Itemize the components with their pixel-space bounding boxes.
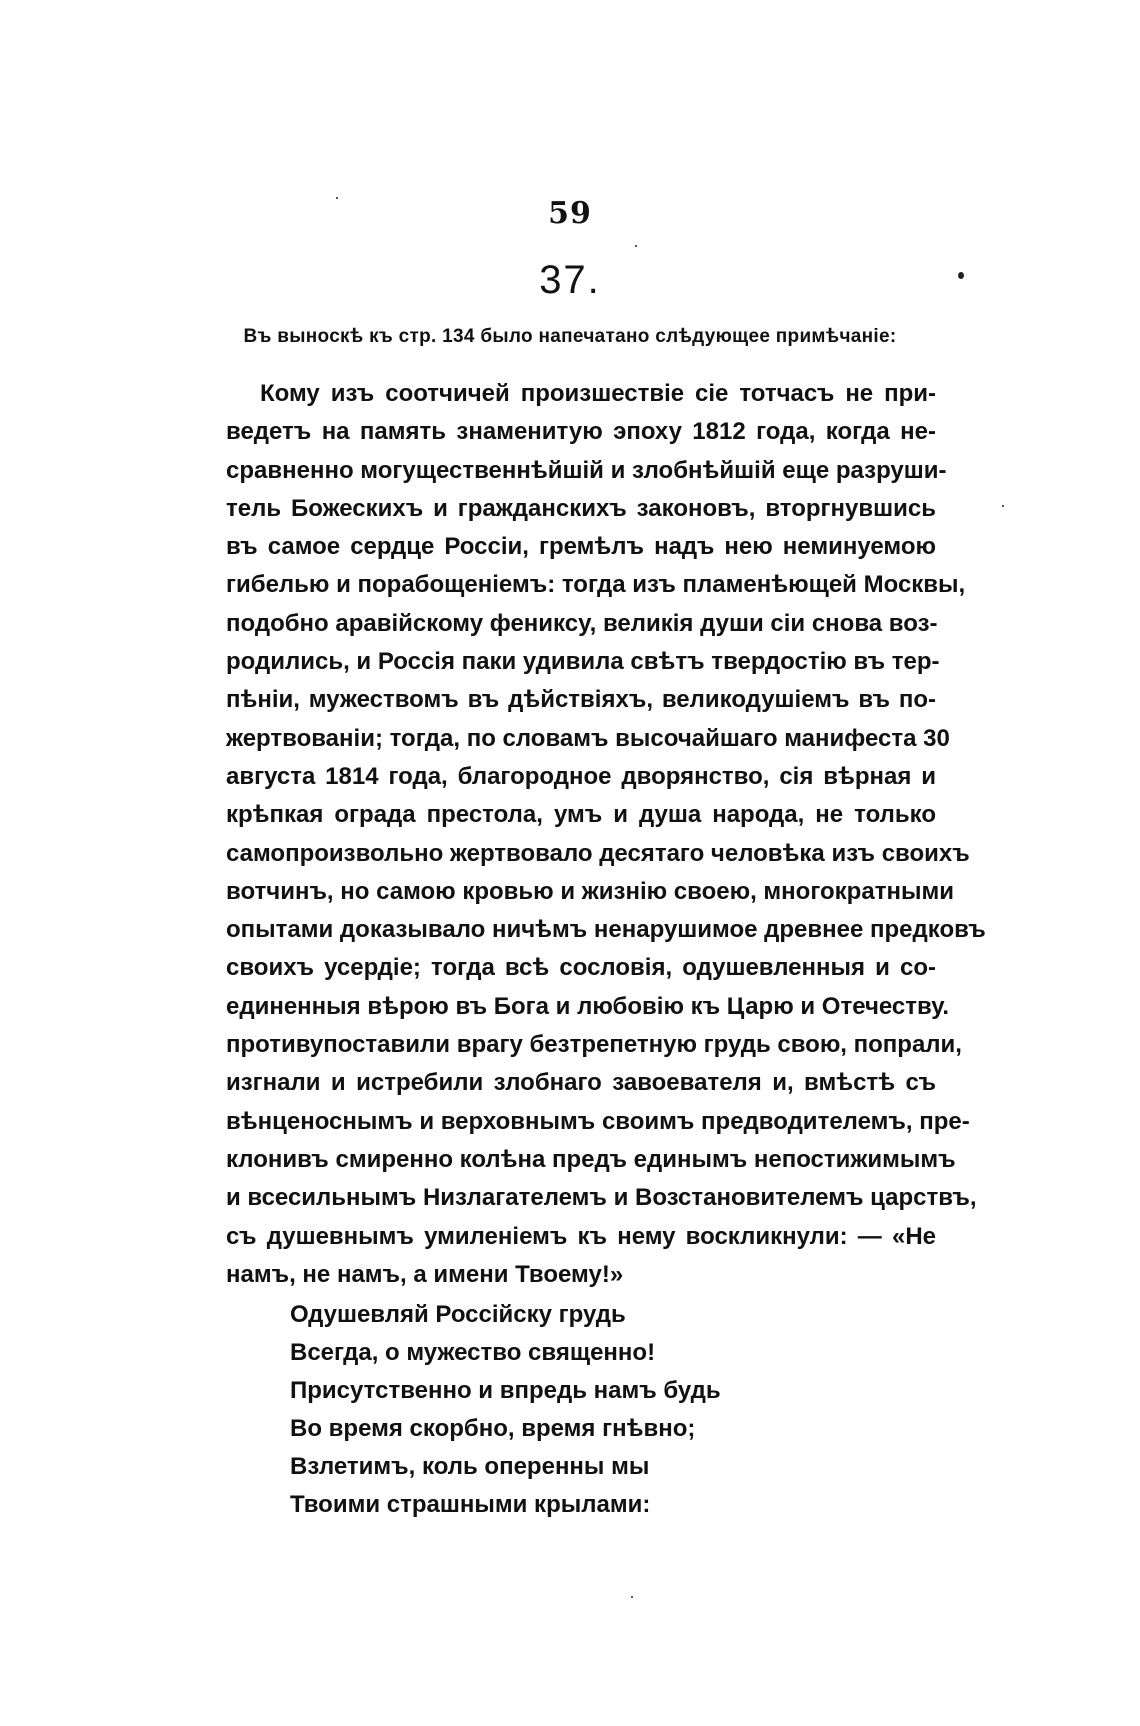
body-line: намъ, не намъ, а имени Твоему!» xyxy=(226,1260,624,1288)
body-line: гибелью и порабощеніемъ: тогда изъ пламенѣющей Москвы, xyxy=(226,571,966,599)
body-line: подобно аравійскому фениксу, великія души сіи снова воз- xyxy=(226,609,938,637)
verse-line: Одушевляй Россійску грудь xyxy=(290,1301,626,1328)
body-line: сравненно могущественнѣйшій и злобнѣйшій еще разруши- xyxy=(226,456,947,484)
body-line: изгнали и истребили злобнаго завоевателя и, вмѣстѣ съ xyxy=(226,1069,936,1097)
body-line: ведетъ на память знаменитую эпоху 1812 года, когда не- xyxy=(226,418,936,446)
body-line: пѣніи, мужествомъ въ дѣйствіяхъ, великодушіемъ въ по- xyxy=(226,686,936,714)
body-line: вѣнценоснымъ и верховнымъ своимъ предводителемъ, пре- xyxy=(226,1107,970,1135)
body-line: своихъ усердіе; тогда всѣ сословія, одушевленныя и со- xyxy=(226,954,936,982)
scan-speck xyxy=(631,1596,633,1598)
body-line: Кому изъ соотчичей произшествіе сіе тотчасъ не при- xyxy=(260,380,936,407)
body-line: вотчинъ, но самою кровью и жизнію своею, многократными xyxy=(226,877,954,905)
page-number: 59 xyxy=(548,196,592,231)
body-line: тель Божескихъ и гражданскихъ законовъ, вторгнувшись xyxy=(226,494,936,522)
intro-line: Въ выноскѣ къ стр. 134 было напечатано слѣдующее примѣчаніе: xyxy=(243,326,897,347)
verse-stanza xyxy=(290,1296,721,1524)
body-line: самопроизвольно жертвовало десятаго человѣка изъ своихъ xyxy=(226,839,970,867)
body-line: единенныя вѣрою въ Бога и любовію къ Царю и Отечеству. xyxy=(226,992,950,1020)
body-line: клонивъ смиренно колѣна предъ единымъ непостижимымъ xyxy=(226,1145,956,1173)
verse-line: Взлетимъ, коль оперенны мы xyxy=(290,1453,650,1480)
verse-line: Твоими страшными крылами: xyxy=(290,1491,651,1518)
scan-speck xyxy=(336,197,338,199)
scan-speck xyxy=(1002,505,1004,507)
scan-speck xyxy=(958,272,964,279)
body-line: съ душевнымъ умиленіемъ къ нему воскликнули: — «Не xyxy=(226,1222,936,1250)
body-line: августа 1814 года, благородное дворянство, сія вѣрная и xyxy=(226,762,936,790)
body-line: и всесильнымъ Низлагателемъ и Возстановителемъ царствъ, xyxy=(226,1184,977,1212)
body-line: противупоставили врагу безтрепетную грудь свою, попрали, xyxy=(226,1031,962,1059)
body-line: жертвованіи; тогда, по словамъ высочайшаго манифеста 30 xyxy=(226,724,950,752)
body-line: родились, и Россія паки удивила свѣтъ твердостію въ тер- xyxy=(226,648,940,676)
body-line: крѣпкая ограда престола, умъ и душа народа, не только xyxy=(226,801,936,829)
verse-line: Всегда, о мужество священно! xyxy=(290,1339,656,1366)
scan-speck xyxy=(635,245,637,247)
section-number: 37. xyxy=(539,258,601,302)
verse-line: Во время скорбно, время гнѣвно; xyxy=(290,1415,696,1442)
verse-line: Присутственно и впредь намъ будь xyxy=(290,1377,721,1404)
body-line: опытами доказывало ничѣмъ ненарушимое древнее предковъ xyxy=(226,916,986,944)
body-paragraph xyxy=(226,375,986,1294)
body-line: въ самое сердце Россіи, гремѣлъ надъ нею неминуемою xyxy=(226,533,936,561)
